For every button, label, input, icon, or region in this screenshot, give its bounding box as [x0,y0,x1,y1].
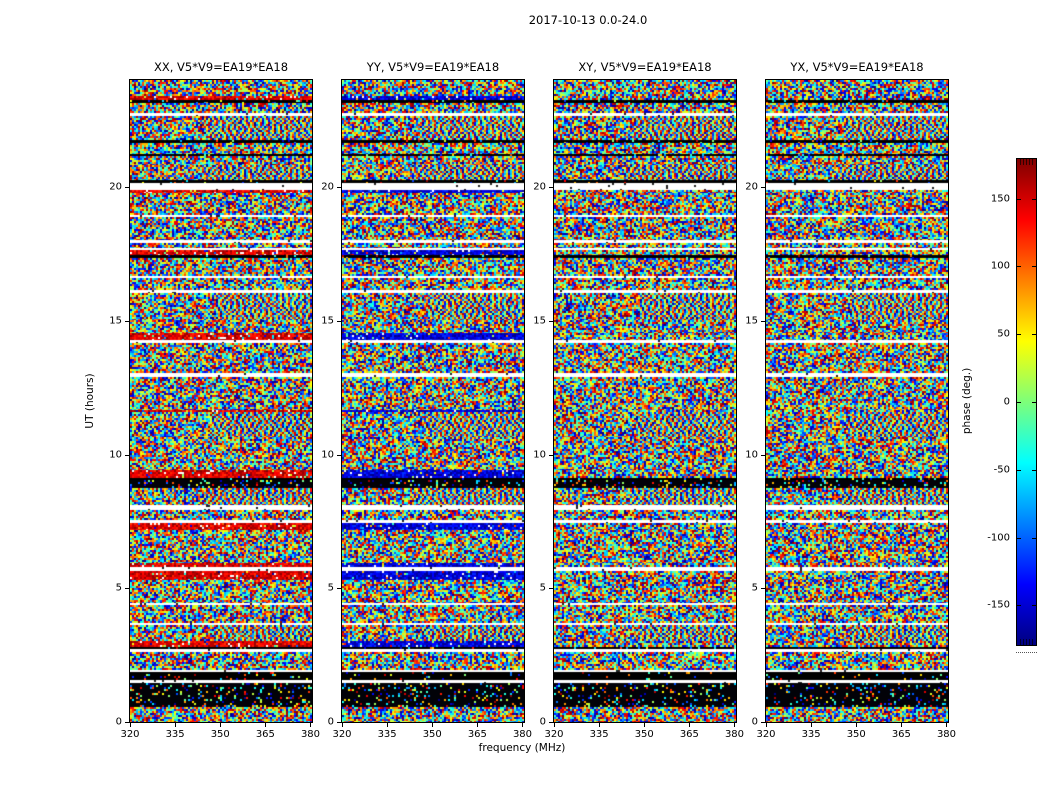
x-tick-label: 335 [589,729,609,740]
colorbar-tick-dash [1032,538,1036,539]
x-tick-label: 350 [210,729,230,740]
x-tick-mark [946,723,947,727]
x-tick-label: 350 [422,729,442,740]
heatmap-panel-yx [765,79,949,723]
colorbar-tick-dash [1017,605,1021,606]
y-tick-mark [337,187,341,188]
colorbar-tick-dash [1032,470,1036,471]
y-tick-label: 10 [533,449,546,460]
colorbar-tick-dash [1017,334,1021,335]
y-tick-mark [125,321,129,322]
colorbar-tick-label: -50 [993,464,1010,476]
x-tick-label: 320 [120,729,140,740]
colorbar-tick-dash [1017,199,1021,200]
colorbar-tick-dash [1032,199,1036,200]
y-tick-label: 20 [533,181,546,193]
x-tick-mark [554,723,555,727]
x-tick-mark [265,723,266,727]
y-tick-mark [337,588,341,589]
y-tick-label: 5 [751,582,758,594]
x-tick-label: 335 [377,729,397,740]
y-tick-label: 0 [539,716,546,728]
x-tick-label: 350 [634,729,654,740]
colorbar-label: phase (deg.) [961,367,973,435]
colorbar-tick-dash [1032,334,1036,335]
y-tick-mark [761,187,765,188]
panel-title-yy: YY, V5*V9=EA19*EA18 [366,60,500,74]
y-tick-label: 20 [321,181,334,193]
y-tick-label: 10 [321,449,334,460]
y-tick-label: 15 [109,315,122,327]
y-tick-label: 0 [115,716,122,728]
y-tick-label: 5 [539,582,546,594]
y-tick-mark [125,588,129,589]
x-tick-label: 335 [165,729,185,740]
x-tick-label: 320 [756,729,776,740]
y-tick-label: 5 [115,582,122,594]
y-tick-mark [761,722,765,723]
colorbar-tick-dash [1017,266,1021,267]
y-tick-mark [549,321,553,322]
y-tick-mark [337,455,341,456]
colorbar-tick-dash [1017,402,1021,403]
colorbar-tick-dash [1032,266,1036,267]
colorbar-tick-label: 100 [990,260,1010,272]
x-tick-label: 365 [679,729,699,740]
colorbar-tick-dash [1017,538,1021,539]
y-tick-label: 20 [109,181,122,193]
x-tick-mark [220,723,221,727]
panel-title-xy: XY, V5*V9=EA19*EA18 [578,60,712,74]
x-tick-mark [342,723,343,727]
heatmap-panel-yy [341,79,525,723]
x-tick-label: 365 [255,729,275,740]
x-tick-label: 380 [724,729,745,740]
y-tick-mark [549,588,553,589]
colorbar-tick-dash [1032,605,1036,606]
x-tick-mark [432,723,433,727]
x-tick-label: 380 [512,729,533,740]
y-axis-label: UT (hours) [84,373,96,429]
x-tick-mark [689,723,690,727]
y-tick-mark [549,187,553,188]
y-tick-mark [549,455,553,456]
x-tick-mark [130,723,131,727]
y-tick-mark [337,321,341,322]
y-tick-mark [761,455,765,456]
page-title: 2017-10-13 0.0-24.0 [528,13,648,27]
y-tick-label: 0 [751,716,758,728]
y-tick-mark [337,722,341,723]
colorbar-tick-label: 150 [990,193,1010,205]
x-tick-label: 365 [891,729,911,740]
y-tick-label: 15 [533,315,546,327]
x-tick-mark [175,723,176,727]
x-tick-mark [387,723,388,727]
x-tick-label: 350 [846,729,866,740]
panel-title-xx: XX, V5*V9=EA19*EA18 [153,60,289,74]
x-tick-label: 380 [300,729,321,740]
x-tick-mark [599,723,600,727]
colorbar-tick-dash [1032,402,1036,403]
y-tick-label: 0 [327,716,334,728]
y-tick-mark [761,321,765,322]
y-tick-mark [125,187,129,188]
x-tick-mark [766,723,767,727]
y-tick-label: 10 [109,449,122,460]
x-tick-mark [477,723,478,727]
y-tick-label: 20 [745,181,758,193]
y-tick-label: 15 [745,315,758,327]
x-tick-label: 365 [467,729,487,740]
heatmap-panel-xy [553,79,737,723]
y-tick-label: 15 [321,315,334,327]
x-tick-mark [856,723,857,727]
x-tick-label: 380 [936,729,957,740]
y-tick-mark [761,588,765,589]
colorbar-dotted-edge [1016,652,1037,653]
x-tick-mark [901,723,902,727]
y-tick-mark [125,722,129,723]
panel-title-yx: YX, V5*V9=EA19*EA18 [790,60,924,74]
y-tick-label: 10 [745,449,758,460]
colorbar-tick-label: 0 [1003,396,1010,408]
colorbar-tick-label: 50 [997,328,1010,340]
y-tick-mark [549,722,553,723]
x-tick-label: 335 [801,729,821,740]
y-tick-label: 5 [327,582,334,594]
colorbar-bottom-hatch-icon [1020,639,1033,645]
colorbar-tick-label: -150 [987,599,1010,611]
x-axis-label: frequency (MHz) [478,742,566,754]
colorbar-top-hatch-icon [1020,159,1033,165]
colorbar-tick-label: -100 [987,532,1010,544]
heatmap-panel-xx [129,79,313,723]
x-tick-mark [811,723,812,727]
y-tick-mark [125,455,129,456]
x-tick-mark [644,723,645,727]
x-tick-label: 320 [332,729,352,740]
colorbar-tick-dash [1017,470,1021,471]
x-tick-label: 320 [544,729,564,740]
